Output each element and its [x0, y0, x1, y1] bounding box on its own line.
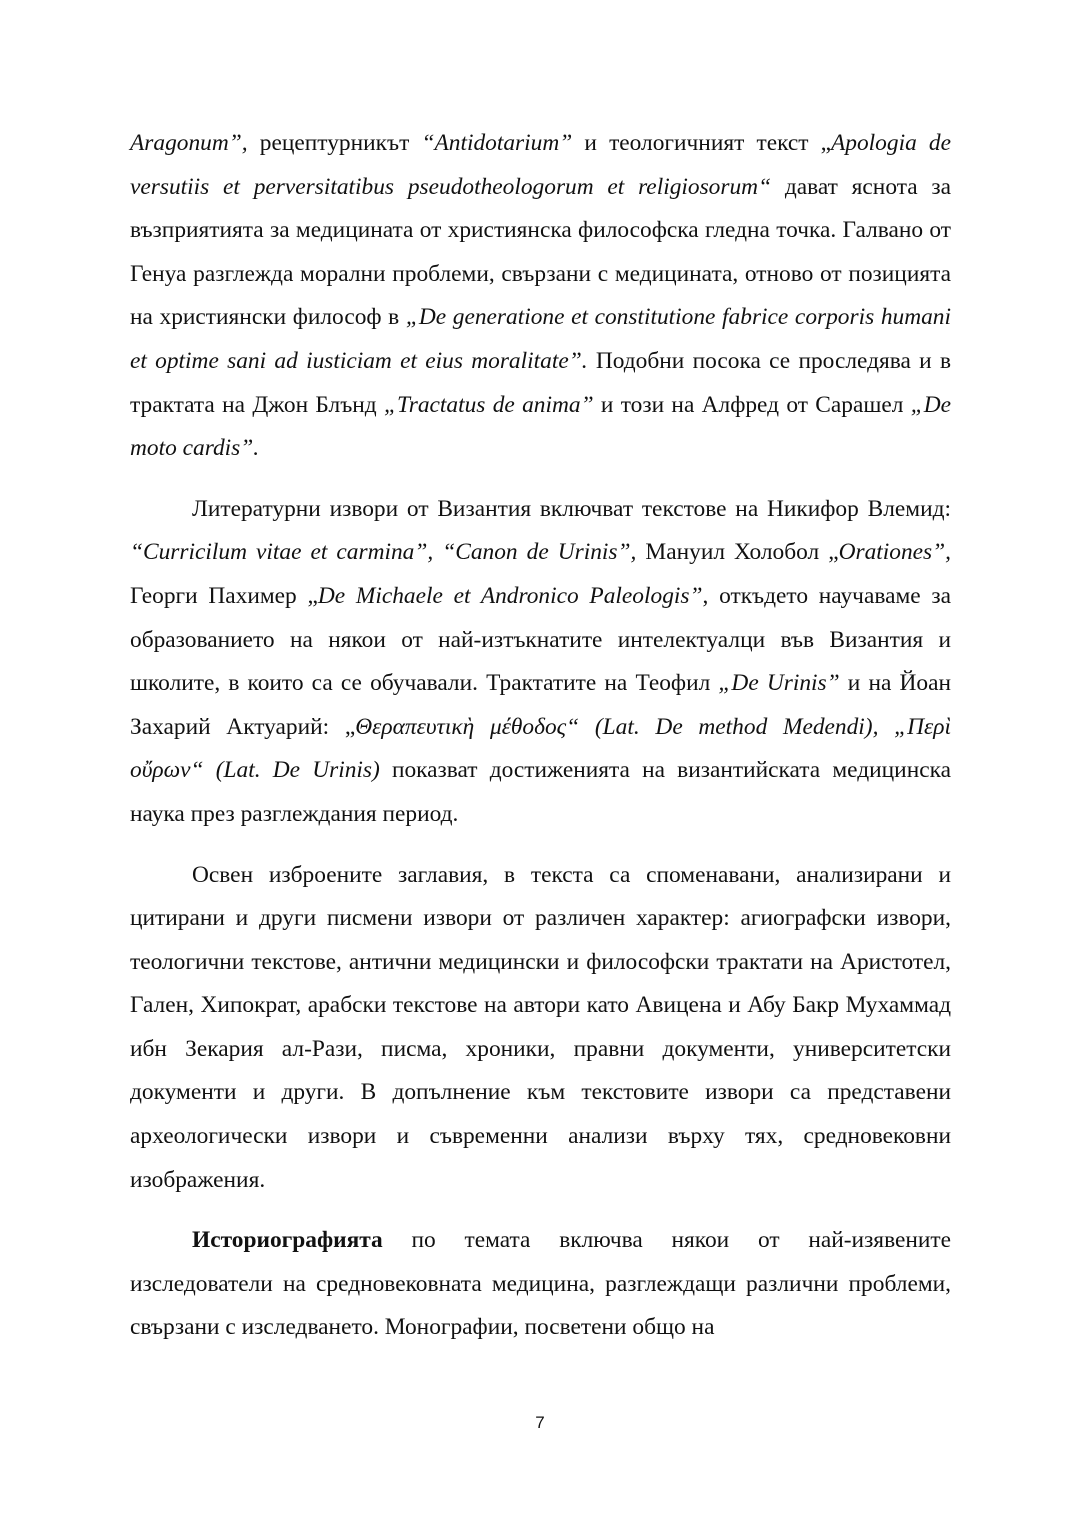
- text-span: рецептурникът: [247, 130, 422, 156]
- text-span: „De moto cardis”.: [130, 391, 951, 462]
- text-span: „De generatione et constitutione fabrice corporis humani et optime sani ad iusticiam et eius moralitate”.: [130, 304, 951, 374]
- text-span: Apologia de versutiis et perversitatibus pseudotheologorum et religiosorum“: [130, 130, 951, 200]
- text-span: Orationes”,: [838, 539, 952, 566]
- text-span: “Curricilum vitae et carmina”, “Canon de Urinis”,: [130, 539, 637, 566]
- text-span: по темата включва някои от най-изявените изследователи на средновековната медицина, разглеждащи различни проблеми, свързани с изследването. Монографии, посветени общо на: [130, 1227, 951, 1341]
- text-span: Литературни извори от Византия включват текстове на Никифор Влемид:: [192, 495, 951, 522]
- text-span: Θεραπευτικὴ μέθοδος“ (Lat. De method Medendi), „Περὶ οὔρων“ (Lat. De Urinis): [130, 713, 951, 784]
- text-span: Мануил Холобол „: [636, 539, 839, 566]
- text-span: показват достиженията на византийската медицинска наука през разглеждания период.: [130, 757, 951, 827]
- text-span: “Antidotarium”: [421, 130, 573, 156]
- text-span: дават яснота за възприятията за медицината от християнска философска гледна точка. Галвано от Генуа разглежда морални проблеми, свързани с медицината, отново от позицията на християнски философ в: [130, 173, 951, 331]
- text-span: De Michaele et Andronico Paleologis”: [317, 582, 703, 609]
- text-span: Aragonum”,: [130, 130, 248, 156]
- text-span: „Tractatus de anima”: [384, 391, 594, 418]
- text-span: и този на Алфред от Сарашел: [593, 391, 911, 418]
- page-body: [130, 122, 951, 1350]
- text-span: Георги Пахимер „: [130, 582, 318, 609]
- paragraph-2: [130, 488, 951, 837]
- page-number: 7: [535, 1413, 545, 1432]
- section-term: Историографията: [192, 1227, 383, 1254]
- text-span: „De Urinis”: [718, 670, 840, 697]
- paragraph-4: [130, 1219, 951, 1350]
- text-span: и теологичният текст „: [572, 130, 831, 156]
- text-span: , откъдето научаваме за образованието на някои от най-изтъкнатите интелектуалци във Византия и школите, в които са се обучавали. Трактатите на Теофил: [130, 582, 951, 697]
- paragraph-3: [130, 854, 951, 1203]
- paragraph-1: [130, 122, 951, 471]
- text-span: и на Йоан Захарий Актуарий: „: [130, 670, 951, 740]
- text-span: Освен изброените заглавия, в текста са споменавани, анализирани и цитирани и други писмени извори от различен характер: агиографски извори, теологични текстове, антични медицински и философски трактати на Аристотел, Гален, Хипократ, арабски текстове на автори като Авицена и Абу Бакр Мухаммад ибн Зекария ал-Рази, писма, хроники, правни документи, университетски документи и други. В допълнение към текстовите извори са представени археологически извори и съвременни анализи върху тях, средновековни изображения.: [130, 861, 951, 1193]
- text-span: Подобни посока се проследява и в трактата на Джон Блънд: [130, 347, 951, 418]
